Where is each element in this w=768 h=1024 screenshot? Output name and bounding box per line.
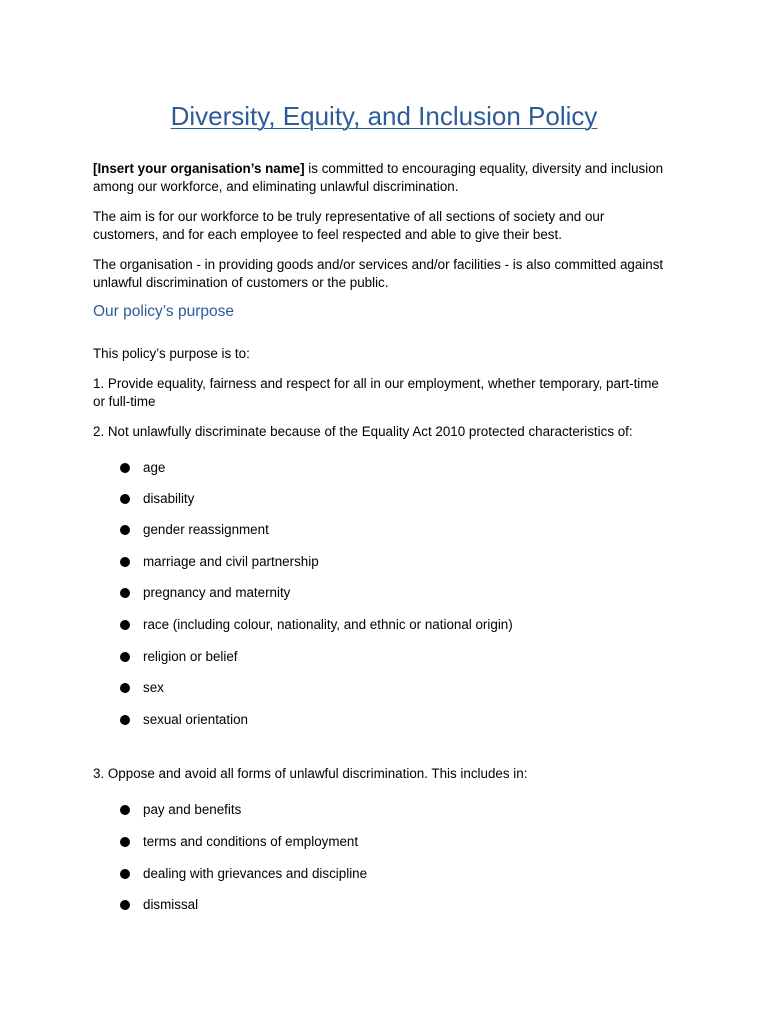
list-item-text: pregnancy and maternity	[143, 585, 291, 600]
bullet-icon	[120, 652, 130, 662]
list-item	[120, 896, 199, 914]
list-item	[120, 648, 238, 666]
bullet-icon	[120, 805, 130, 815]
list-item	[120, 553, 319, 571]
list-item	[120, 833, 359, 851]
aim-paragraph: The aim is for our workforce to be truly representative of all sections of society and our customers, and for each employee to feel respected and able to give their best.	[93, 209, 605, 242]
list-item-text: disability	[143, 491, 195, 506]
purpose-point-3: 3. Oppose and avoid all forms of unlawful discrimination. This includes in:	[93, 766, 528, 781]
list-item	[120, 584, 291, 602]
bullet-icon	[120, 463, 130, 473]
bullet-icon	[120, 837, 130, 847]
bullet-icon	[120, 900, 130, 910]
organisation-paragraph: The organisation - in providing goods and/or services and/or facilities - is also committed against unlawful discrimination of customers or the public.	[93, 257, 664, 290]
list-item-text: pay and benefits	[143, 802, 242, 817]
list-item-text: marriage and civil partnership	[143, 554, 319, 569]
list-item	[120, 679, 164, 697]
bullet-icon	[120, 620, 130, 630]
list-item	[120, 865, 368, 883]
list-item	[120, 616, 513, 634]
purpose-heading: Our policy’s purpose	[93, 303, 235, 320]
bullet-icon	[120, 525, 130, 535]
purpose-point-1: 1. Provide equality, fairness and respect for all in our employment, whether temporary, part-time or full-time	[93, 376, 659, 409]
list-item	[120, 459, 166, 477]
document-title: Diversity, Equity, and Inclusion Policy	[170, 101, 598, 131]
bullet-icon	[120, 715, 130, 725]
intro-text: is committed to encouraging equality, diversity and inclusion among our workforce, and eliminating unlawful discrimination.	[93, 161, 664, 194]
list-item	[120, 801, 242, 819]
list-item	[120, 490, 195, 508]
list-item	[120, 521, 269, 539]
list-item-text: dismissal	[143, 897, 199, 912]
bullet-icon	[120, 683, 130, 693]
list-item-text: race (including colour, nationality, and ethnic or national origin)	[143, 617, 513, 632]
bullet-icon	[120, 588, 130, 598]
list-item	[120, 711, 248, 729]
purpose-point-2: 2. Not unlawfully discriminate because of the Equality Act 2010 protected characteristics of:	[93, 424, 633, 439]
bullet-icon	[120, 869, 130, 879]
intro-paragraph	[93, 160, 673, 195]
list-item-text: dealing with grievances and discipline	[143, 866, 368, 881]
list-item-text: sexual orientation	[143, 712, 248, 727]
purpose-intro: This policy’s purpose is to:	[93, 346, 250, 361]
list-item-text: religion or belief	[143, 649, 238, 664]
list-item-text: sex	[143, 680, 164, 695]
bullet-icon	[120, 494, 130, 504]
list-item-text: terms and conditions of employment	[143, 834, 359, 849]
list-item-text: age	[143, 460, 166, 475]
list-item-text: gender reassignment	[143, 522, 269, 537]
organisation-name-placeholder: [Insert your organisation’s name]	[93, 161, 305, 176]
bullet-icon	[120, 557, 130, 567]
